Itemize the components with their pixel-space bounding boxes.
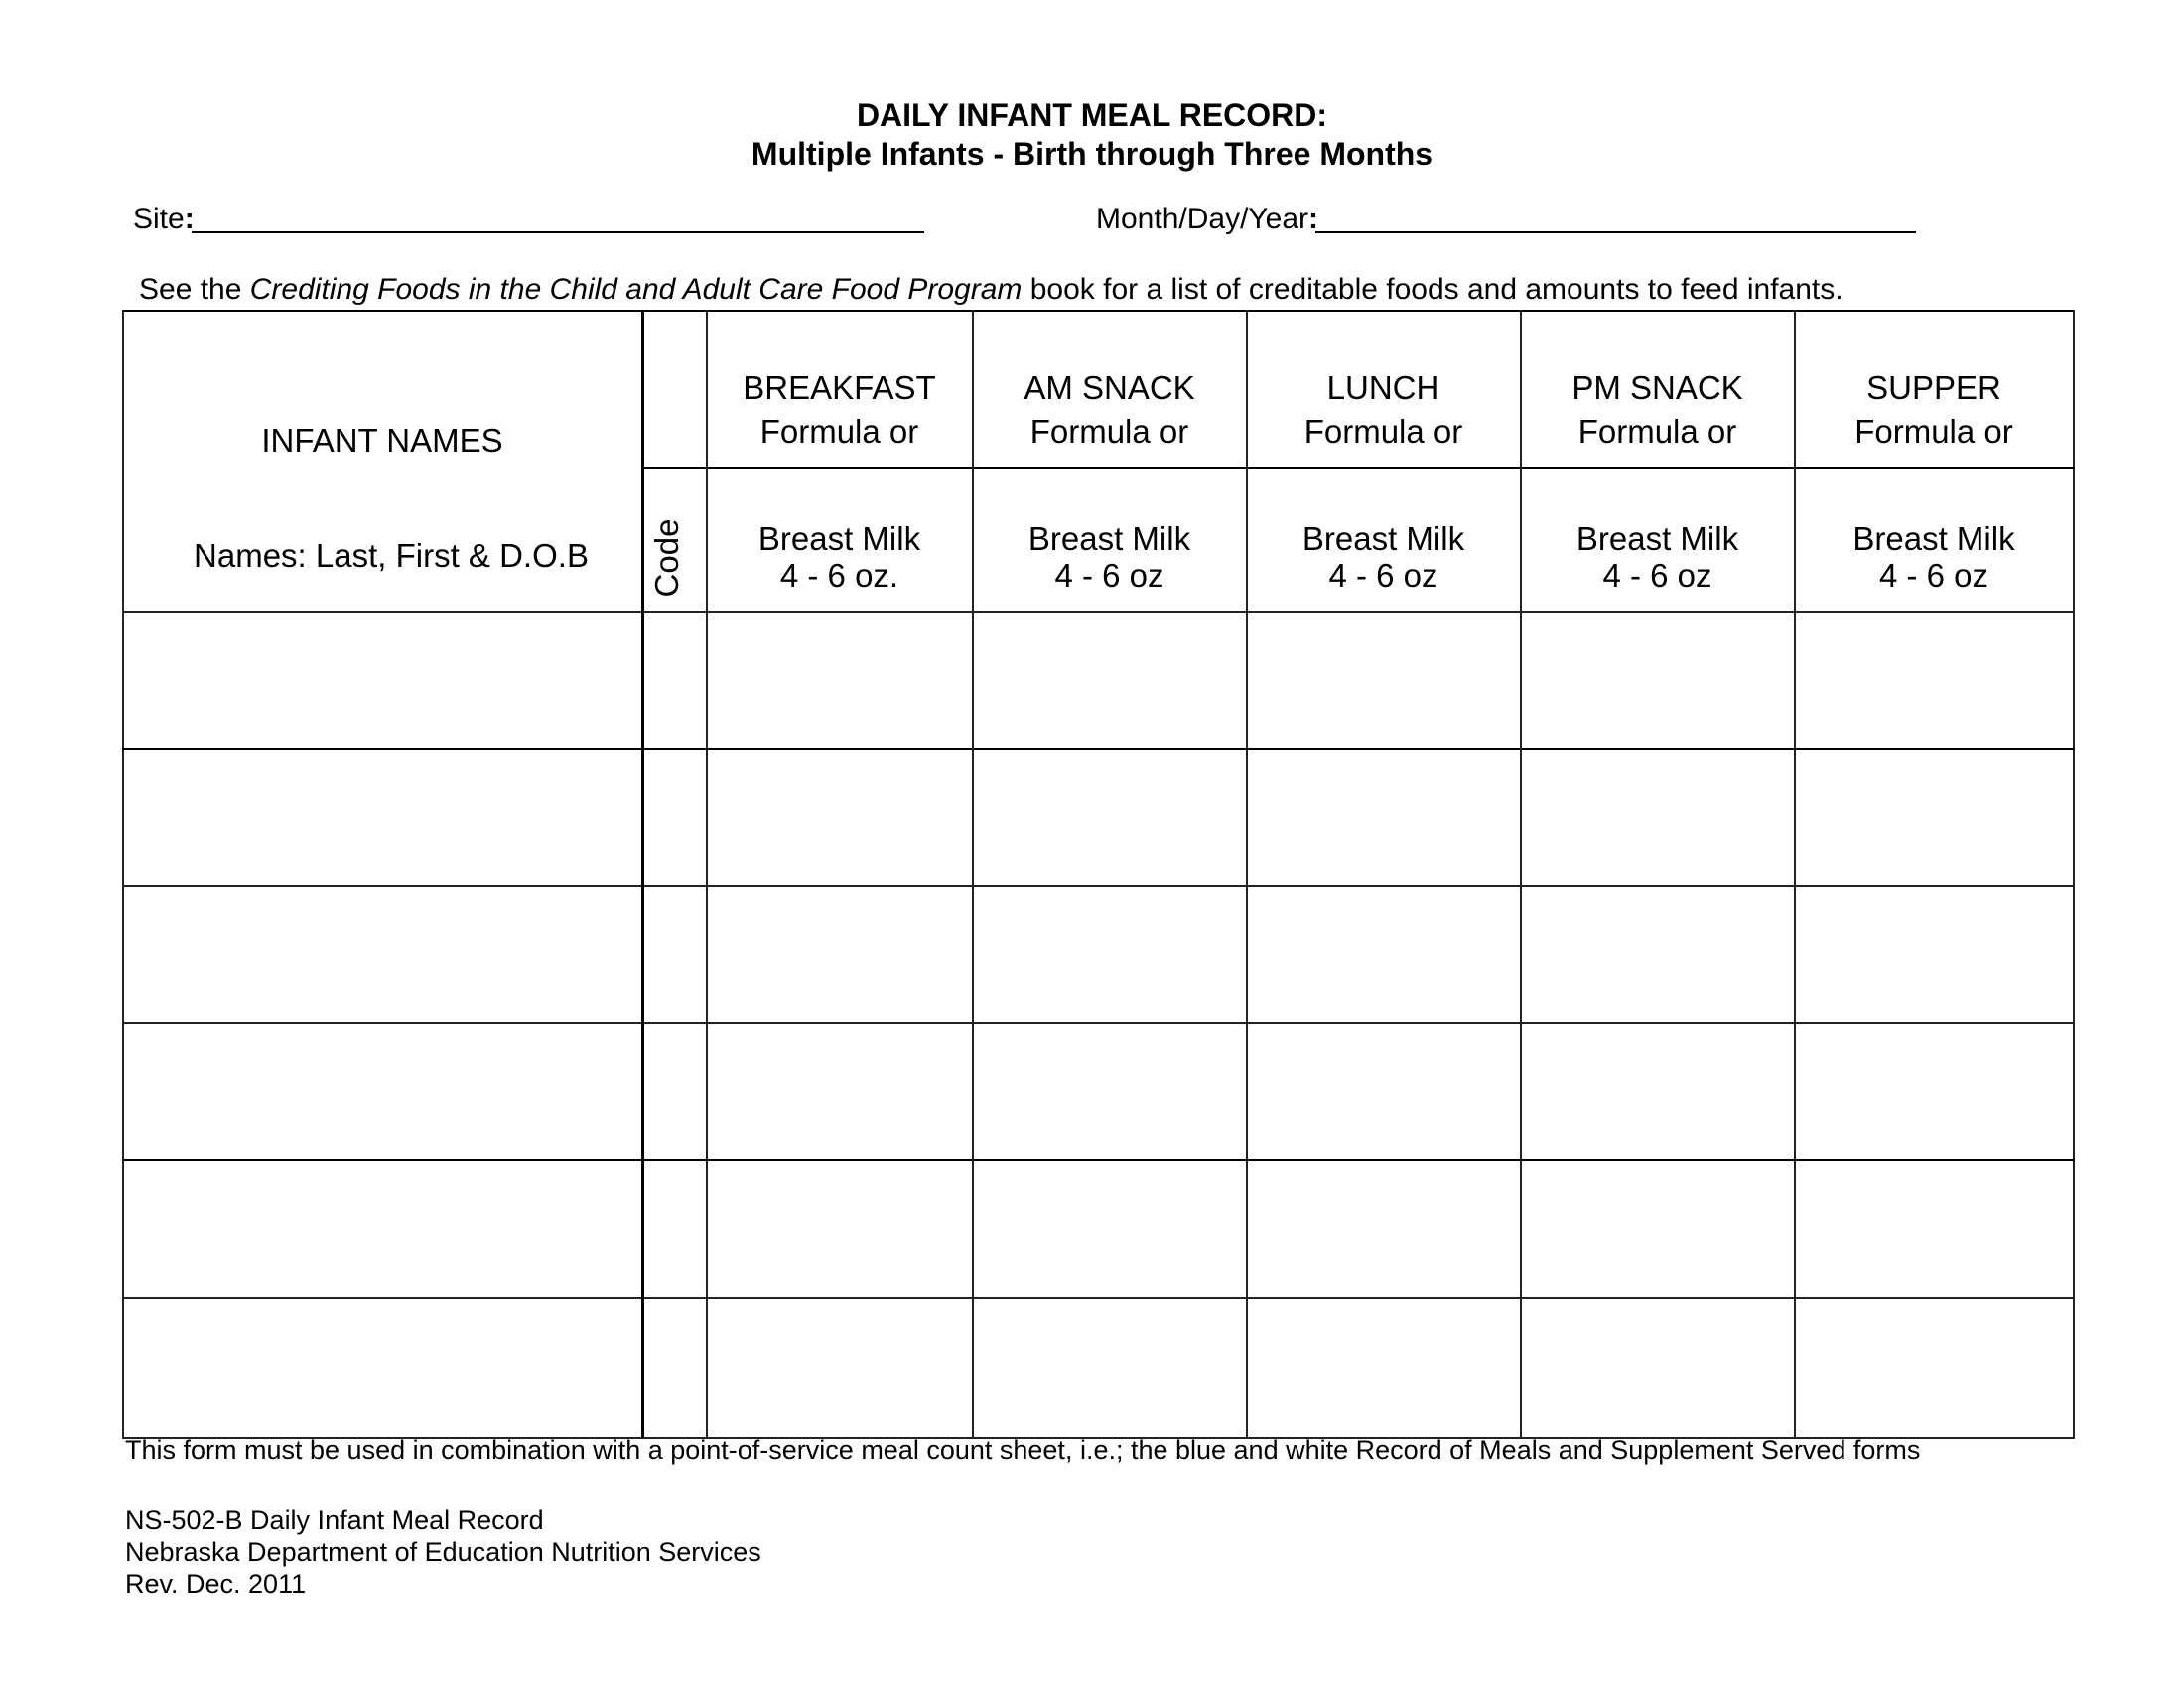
meal-header-supper-line3: Breast Milk [1852, 520, 2015, 557]
infant-name-cell[interactable] [124, 1298, 641, 1434]
infant-names-header: INFANT NAMES [261, 422, 503, 459]
lunch-cell[interactable] [1248, 886, 1520, 1022]
code-cell[interactable] [643, 886, 706, 1022]
infant-name-cell[interactable] [124, 1023, 641, 1159]
crediting-note [139, 272, 1843, 308]
meal-header-amsnack-line3: Breast Milk [1027, 520, 1191, 557]
meal-header-amsnack: AM SNACK [1024, 369, 1195, 406]
site-input-line[interactable] [192, 231, 924, 233]
meal-header-pmsnack-line2: Formula or [1577, 413, 1737, 450]
amsnack-cell[interactable] [974, 612, 1246, 748]
pmsnack-cell[interactable] [1522, 749, 1794, 885]
amsnack-cell[interactable] [974, 1298, 1246, 1434]
breakfast-cell[interactable] [708, 612, 972, 748]
meal-header-lunch-line2: Formula or [1303, 413, 1463, 450]
supper-cell[interactable] [1796, 1298, 2073, 1434]
department-name: Nebraska Department of Education Nutrition Services [125, 1537, 761, 1567]
breakfast-cell[interactable] [708, 1023, 972, 1159]
note-suffix: book for a list of creditable foods and amounts to feed infants. [1022, 273, 1843, 306]
code-cell[interactable] [643, 749, 706, 885]
code-header: Code [648, 518, 685, 598]
meal-header-pmsnack: PM SNACK [1571, 369, 1743, 406]
amsnack-cell[interactable] [974, 749, 1246, 885]
book-title: Crediting Foods in the Child and Adult Care Food Program [249, 273, 1023, 306]
code-cell[interactable] [643, 1298, 706, 1434]
meal-header-breakfast-line4: 4 - 6 oz. [779, 557, 899, 594]
table-right-border [2073, 310, 2075, 1438]
usage-footnote: This form must be used in combination with a point-of-service meal count sheet, i.e.; the blue and white Record of Meals and Supplement Served forms [125, 1435, 1921, 1465]
lunch-cell[interactable] [1248, 612, 1520, 748]
code-cell[interactable] [643, 1160, 706, 1296]
form-subtitle: Multiple Infants - Birth through Three Months [751, 136, 1433, 172]
amsnack-cell[interactable] [974, 1160, 1246, 1296]
breakfast-cell[interactable] [708, 1160, 972, 1296]
code-cell[interactable] [643, 1023, 706, 1159]
breakfast-cell[interactable] [708, 1298, 972, 1434]
form-number: NS-502-B Daily Infant Meal Record [125, 1505, 544, 1535]
site-label-text: Site [133, 203, 185, 235]
infant-name-cell[interactable] [124, 749, 641, 885]
meal-header-supper: SUPPER [1866, 369, 2001, 406]
lunch-cell[interactable] [1248, 1023, 1520, 1159]
meal-header-amsnack-line2: Formula or [1029, 413, 1189, 450]
pmsnack-cell[interactable] [1522, 1160, 1794, 1296]
amsnack-cell[interactable] [974, 1023, 1246, 1159]
names-subheader: Names: Last, First & D.O.B [194, 537, 589, 574]
date-input-line[interactable] [1315, 231, 1916, 233]
supper-cell[interactable] [1796, 749, 2073, 885]
supper-cell[interactable] [1796, 886, 2073, 1022]
note-prefix: See the [139, 273, 250, 306]
date-label [1096, 202, 1318, 237]
table-top-border [122, 310, 2075, 312]
infant-name-cell[interactable] [124, 612, 641, 748]
meal-header-pmsnack-line4: 4 - 6 oz [1602, 557, 1712, 594]
meal-header-lunch-line4: 4 - 6 oz [1328, 557, 1438, 594]
meal-header-breakfast: BREAKFAST [743, 369, 936, 406]
form-title: DAILY INFANT MEAL RECORD: [856, 97, 1328, 133]
amsnack-cell[interactable] [974, 886, 1246, 1022]
breakfast-cell[interactable] [708, 886, 972, 1022]
date-label-text: Month/Day/Year [1096, 203, 1309, 235]
site-label-colon: : [184, 203, 195, 235]
lunch-cell[interactable] [1248, 1160, 1520, 1296]
infant-name-cell[interactable] [124, 886, 641, 1022]
supper-cell[interactable] [1796, 612, 2073, 748]
meal-header-pmsnack-line3: Breast Milk [1575, 520, 1739, 557]
site-label [133, 202, 195, 237]
meal-header-amsnack-line4: 4 - 6 oz [1054, 557, 1164, 594]
supper-cell[interactable] [1796, 1023, 2073, 1159]
pmsnack-cell[interactable] [1522, 612, 1794, 748]
revision-date: Rev. Dec. 2011 [125, 1569, 307, 1599]
infant-name-cell[interactable] [124, 1160, 641, 1296]
breakfast-cell[interactable] [708, 749, 972, 885]
header-divider [642, 467, 2075, 469]
meal-header-breakfast-line3: Breast Milk [757, 520, 921, 557]
supper-cell[interactable] [1796, 1160, 2073, 1296]
meal-header-supper-line2: Formula or [1854, 413, 2013, 450]
meal-header-lunch-line3: Breast Milk [1301, 520, 1465, 557]
pmsnack-cell[interactable] [1522, 1023, 1794, 1159]
lunch-cell[interactable] [1248, 1298, 1520, 1434]
meal-header-breakfast-line2: Formula or [759, 413, 919, 450]
lunch-cell[interactable] [1248, 749, 1520, 885]
meal-header-lunch: LUNCH [1326, 369, 1440, 406]
date-label-colon: : [1308, 203, 1319, 235]
meal-header-supper-line4: 4 - 6 oz [1878, 557, 1989, 594]
pmsnack-cell[interactable] [1522, 886, 1794, 1022]
pmsnack-cell[interactable] [1522, 1298, 1794, 1434]
code-cell[interactable] [643, 612, 706, 748]
